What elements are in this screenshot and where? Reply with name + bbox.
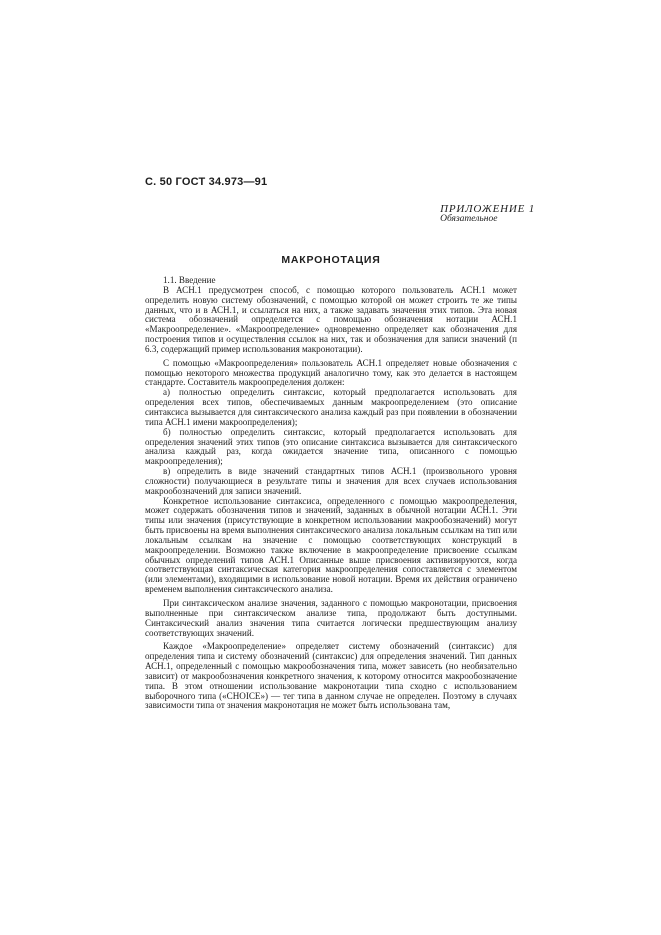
appendix-title: ПРИЛОЖЕНИЕ 1 — [440, 203, 535, 215]
list-item: в) определить в виде значений стандартных типов АСН.1 (произвольного уровня сложности) получающиеся в результате типы и значения для всех случаев использования макрообозначений для записи значений. — [145, 466, 517, 496]
paragraph: При синтаксическом анализе значения, заданного с помощью макронотации, присвоения выполненные при синтаксическом анализе типа, продолжают быть доступными. Синтаксический анализ значения типа считается логически предшествующим анализу соответствующих значений. — [145, 598, 517, 638]
list-item: б) полностью определить синтаксис, который предполагается использовать для определения значений этих типов (это описание синтаксиса вызывается для синтаксического анализа каждый раз, когда ожидается значение типа, описанного с помощью макроопределения); — [145, 426, 517, 467]
appendix-label — [440, 203, 535, 224]
section-heading: 1.1. Введение — [163, 275, 216, 285]
paragraph: В АСН.1 предусмотрен способ, с помощью которого пользователь АСН.1 может определить новую систему обозначений, с помощью которой он может строить те же типы данных, что и в АСН.1, и ссылаться на них, а также задавать значения этих типов. Эта новая система обозначений определяется с помощью обозначения нотации АСН.1 «Макроопределение». «Макроопределение» одновременно определяет как обозначения для построения типов и осуществления ссылок на них, так и обозначения для записи значений (п 6.3, содержащий пример использования макронотации). — [145, 284, 517, 354]
body-text — [145, 276, 517, 711]
paragraph: Конкретное использование синтаксиса, определенного с помощью макроопределения, может содержать обозначения типов и значений, заданных в обычной нотации АСН.1. Эти типы или значения (присутствующие в конкретном использовании макрообозначений) могут быть присвоены на время выполнения синтаксического анализа локальным ссылкам на тип или локальным ссылкам на значение с помощью соответствующих конструкций в макроопределении. Возможно также включение в макроопределение присвоение ссылкам обычных определений типов АСН.1 Описанные выше присвоения активизируются, когда соответствующая синтаксическая категория макроопределения сопоставляется с элементом (или элементами), входящими в использование новой нотации. Время их действия ограничено временем выполнения синтаксического анализа. — [145, 495, 517, 595]
page-header: С. 50 ГОСТ 34.973—91 — [145, 176, 268, 188]
list-item: а) полностью определить синтаксис, который предполагается использовать для определения всех типов, обеспечиваемых данным макроопределением (это описание синтаксиса вызывается для синтаксического анализа каждый раз при появлении в обозначении типа АСН.1 имени макроопределения); — [145, 387, 517, 427]
document-title: МАКРОНОТАЦИЯ — [281, 254, 381, 266]
paragraph: С помощью «Макроопределения» пользователь АСН.1 определяет новые обозначения с помощью некоторого множества продукций аналогично тому, как это делается в настоящем стандарте. Составитель макроопределения должен: — [145, 357, 517, 388]
paragraph: Каждое «Макроопределение» определяет систему обозначений (синтаксис) для определения типа и систему обозначений (синтаксис) для определения значений. Тип данных АСН.1, определенный с помощью макрообозначения типа, может зависеть (но необязательно зависит) от макрообозначения конкретного значения, к которому относится макрообозначение типа. В этом отношении использование макронотации типа сходно с использованием выборочного типа («CHOICE») — тег типа в данном случае не определен. Поэтому в случаях зависимости типа от значения макронотация не может быть использована там, — [145, 641, 517, 711]
appendix-note: Обязательное — [440, 214, 498, 224]
